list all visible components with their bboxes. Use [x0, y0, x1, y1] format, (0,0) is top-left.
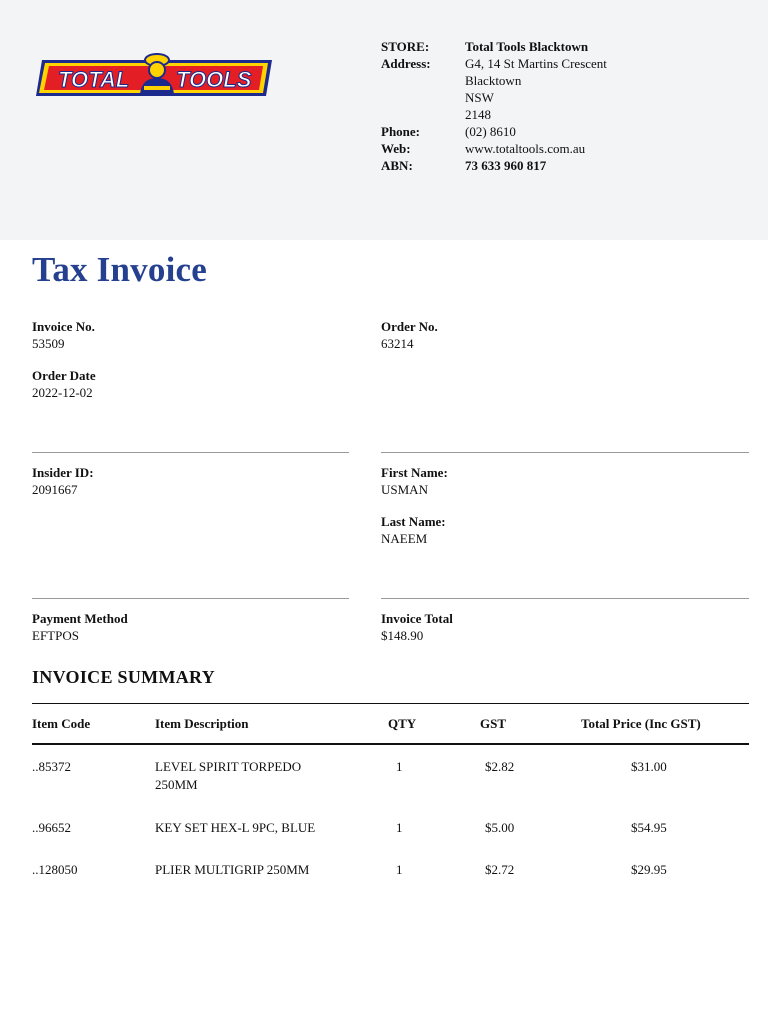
order-no-field: [381, 318, 438, 352]
insider-id-value: 2091667: [32, 482, 78, 497]
qty-cell: 1: [396, 759, 403, 774]
invoice-total-field: [381, 610, 453, 644]
payment-method-field: [32, 610, 128, 644]
page-title: Tax Invoice: [32, 250, 207, 289]
store-name: Total Tools Blacktown: [465, 39, 589, 54]
address-line: 2148: [465, 107, 491, 122]
payment-method-label: Payment Method: [32, 611, 128, 626]
invoice-total-label: Invoice Total: [381, 611, 453, 626]
web-label: Web:: [381, 141, 411, 156]
last-name-value: NAEEM: [381, 531, 428, 546]
divider: [381, 598, 749, 599]
first-name-label: First Name:: [381, 465, 448, 480]
store-label: STORE:: [381, 39, 430, 54]
store-info: [381, 38, 745, 174]
gst-cell: $2.82: [485, 759, 515, 774]
divider: [381, 452, 749, 453]
gst-cell: $5.00: [485, 820, 515, 835]
total-price-cell: $29.95: [631, 862, 667, 877]
insider-id-label: Insider ID:: [32, 465, 94, 480]
first-name-value: USMAN: [381, 482, 428, 497]
column-header-gst: GST: [480, 716, 507, 731]
last-name-label: Last Name:: [381, 514, 446, 529]
invoice-no-label: Invoice No.: [32, 319, 95, 334]
phone-value: (02) 8610: [465, 124, 516, 139]
order-date-value: 2022-12-02: [32, 385, 93, 400]
item-description-cell: LEVEL SPIRIT TORPEDO: [155, 759, 302, 774]
item-description-cell: 250MM: [155, 777, 198, 792]
logo-text-left: TOTAL: [58, 67, 130, 92]
column-header-item-description: Item Description: [155, 716, 249, 731]
column-header-qty: QTY: [388, 716, 417, 731]
address-line: Blacktown: [465, 73, 522, 88]
logo-text-right: TOOLS: [176, 67, 252, 92]
abn-value: 73 633 960 817: [465, 158, 547, 173]
item-code-cell: ..128050: [32, 862, 78, 877]
invoice-total-value: $148.90: [381, 628, 424, 643]
order-date-field: [32, 367, 96, 401]
divider: [32, 598, 349, 599]
table-top-rule: [32, 703, 749, 704]
abn-label: ABN:: [381, 158, 413, 173]
phone-label: Phone:: [381, 124, 420, 139]
qty-cell: 1: [396, 862, 403, 877]
order-no-label: Order No.: [381, 319, 438, 334]
total-price-cell: $54.95: [631, 820, 667, 835]
invoice-summary-heading: INVOICE SUMMARY: [32, 667, 216, 687]
item-code-cell: ..96652: [32, 820, 71, 835]
item-description-cell: KEY SET HEX-L 9PC, BLUE: [155, 820, 316, 835]
address-line: G4, 14 St Martins Crescent: [465, 56, 607, 71]
table-header-rule: [32, 743, 749, 745]
gst-cell: $2.72: [485, 862, 515, 877]
payment-method-value: EFTPOS: [32, 628, 79, 643]
invoice-no-field: [32, 318, 95, 352]
last-name-field: [381, 513, 446, 547]
column-header-item-code: Item Code: [32, 716, 91, 731]
address-label: Address:: [381, 56, 431, 71]
column-header-total-price: Total Price (Inc GST): [581, 716, 701, 731]
item-code-cell: ..85372: [32, 759, 71, 774]
order-date-label: Order Date: [32, 368, 96, 383]
insider-id-field: [32, 464, 94, 498]
total-tools-logo: [36, 50, 274, 98]
total-price-cell: $31.00: [631, 759, 667, 774]
web-link[interactable]: www.totaltools.com.au: [465, 141, 586, 156]
first-name-field: [381, 464, 448, 498]
qty-cell: 1: [396, 820, 403, 835]
divider: [32, 452, 349, 453]
invoice-no-value: 53509: [32, 336, 65, 351]
order-no-value: 63214: [381, 336, 414, 351]
address-line: NSW: [465, 90, 494, 105]
item-description-cell: PLIER MULTIGRIP 250MM: [155, 862, 310, 877]
